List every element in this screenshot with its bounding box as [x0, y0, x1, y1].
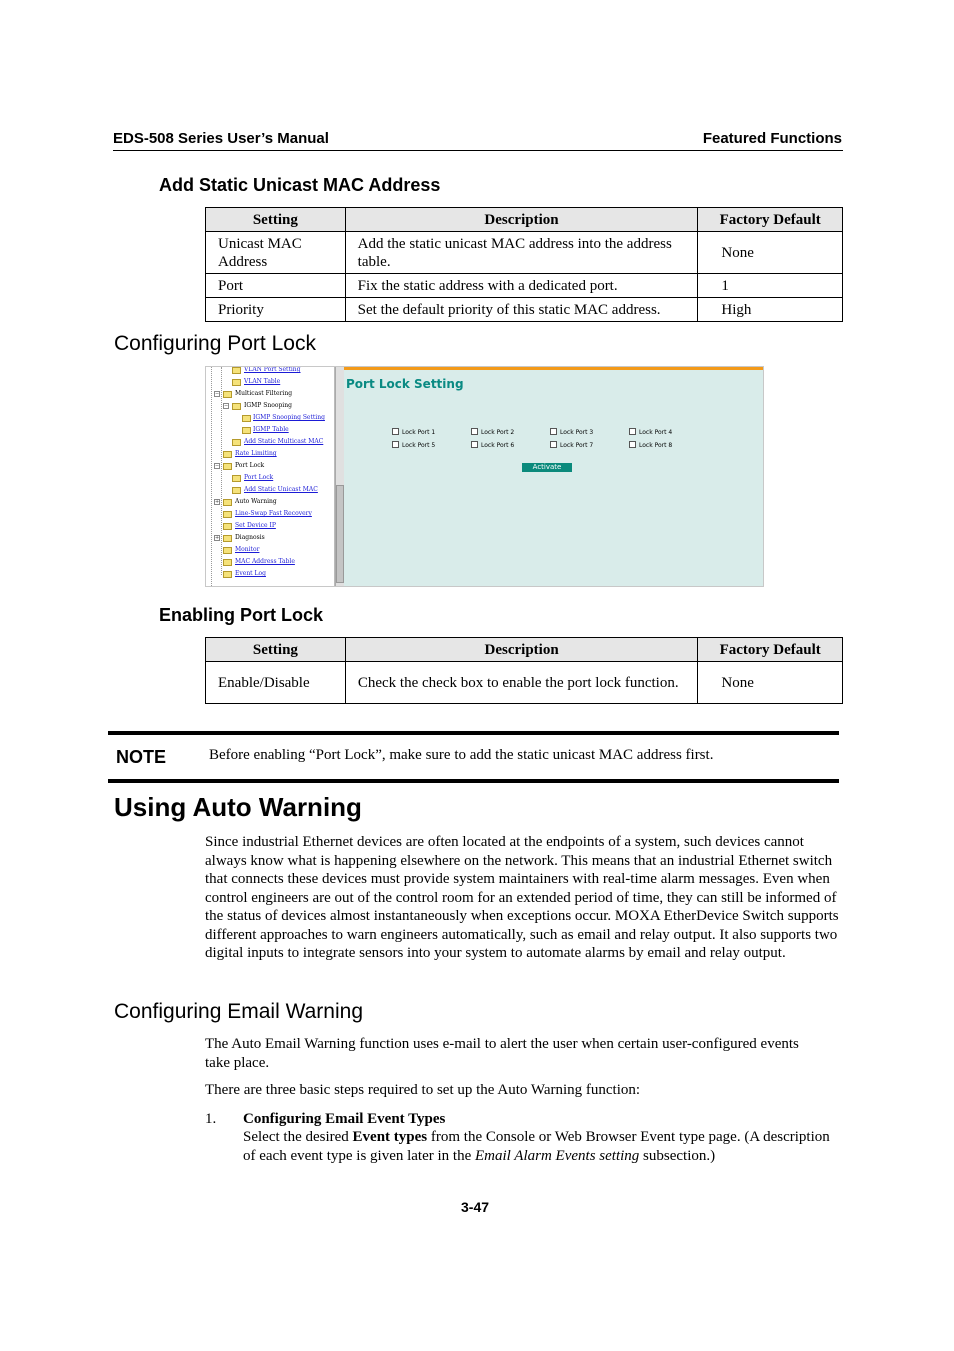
tree-link-monitor[interactable]: Monitor: [235, 546, 260, 553]
table-cell: Set the default priority of this static MAC address.: [345, 298, 698, 322]
scrollbar-thumb[interactable]: [336, 485, 344, 583]
lock-port-label: Lock Port 3: [560, 429, 594, 436]
folder-icon: [223, 463, 232, 470]
folder-icon: [223, 547, 232, 554]
lock-port-1-checkbox[interactable]: [392, 428, 399, 435]
folder-icon: [232, 475, 241, 482]
activate-button[interactable]: Activate: [522, 463, 572, 472]
tree-link-port-lock[interactable]: Port Lock: [244, 474, 274, 481]
folder-icon: [223, 499, 232, 506]
lock-port-5-checkbox[interactable]: [392, 441, 399, 448]
step-text: from the Console or Web Browser Event type page. (A description of each event type is given later in the: [243, 1129, 830, 1164]
folder-icon: [242, 415, 251, 422]
folder-icon: [223, 571, 232, 578]
table-cell: Add the static unicast MAC address into the address table.: [345, 232, 698, 274]
folder-icon: [223, 559, 232, 566]
steps-intro-paragraph: There are three basic steps required to set up the Auto Warning function:: [205, 1082, 641, 1098]
table-cell: Priority: [206, 298, 346, 322]
lock-port-6-checkbox[interactable]: [471, 441, 478, 448]
tree-link-mac-address-table[interactable]: MAC Address Table: [235, 558, 295, 565]
tree-node-multicast-filtering[interactable]: Multicast Filtering: [235, 390, 293, 397]
expand-icon[interactable]: +: [215, 499, 220, 505]
folder-icon: [232, 367, 241, 374]
collapse-icon[interactable]: −: [224, 403, 229, 409]
table-cell: Port: [206, 274, 346, 298]
column-header: Setting: [206, 638, 346, 662]
orange-top-bar: [344, 367, 763, 370]
column-header: Description: [345, 638, 698, 662]
column-header: Factory Default: [698, 638, 843, 662]
table-row: [206, 274, 843, 298]
section-heading-add-static-unicast: Add Static Unicast MAC Address: [159, 175, 441, 195]
step-italic-text: Email Alarm Events setting: [475, 1147, 640, 1164]
folder-icon: [232, 439, 241, 446]
note-label: NOTE: [116, 747, 167, 767]
tree-node-igmp-snooping[interactable]: IGMP Snooping: [244, 402, 292, 409]
collapse-icon[interactable]: −: [215, 391, 220, 397]
lock-port-label: Lock Port 5: [402, 442, 436, 449]
folder-icon: [232, 403, 241, 410]
tree-link-rate-limiting[interactable]: Rate Limiting: [235, 450, 277, 457]
folder-icon: [223, 523, 232, 530]
table-header-row: [206, 208, 843, 232]
header-rule: [113, 150, 843, 151]
navigation-tree: [206, 367, 335, 586]
note-text: Before enabling “Port Lock”, make sure to add the static unicast MAC address first.: [209, 747, 714, 763]
step-description: [243, 1128, 838, 1165]
enabling-port-lock-table: [205, 637, 843, 704]
table-cell: None: [698, 232, 843, 274]
folder-icon: [223, 391, 232, 398]
step-number: 1.: [205, 1111, 217, 1127]
table-cell: Check the check box to enable the port lock function.: [345, 662, 698, 704]
folder-icon: [242, 427, 251, 434]
tree-node-auto-warning[interactable]: Auto Warning: [235, 498, 277, 505]
step-title: Configuring Email Event Types: [243, 1111, 446, 1127]
tree-node-diagnosis[interactable]: Diagnosis: [235, 534, 265, 541]
table-row: [206, 662, 843, 704]
table-row: [206, 298, 843, 322]
tree-guide-line: [221, 367, 222, 575]
folder-icon: [223, 535, 232, 542]
lock-port-label: Lock Port 8: [639, 442, 673, 449]
note-top-rule: [108, 731, 839, 735]
table-cell: None: [698, 662, 843, 704]
table-cell: High: [698, 298, 843, 322]
lock-port-label: Lock Port 7: [560, 442, 594, 449]
auto-warning-paragraph: Since industrial Ethernet devices are often located at the endpoints of a system, such devices cannot always know what is happening elsewhere on the network. This means that an industrial Ethernet switch that connects these devices must provide system maintainers with real-time alarm messages. Even when control engineers are out of the control room for an extended period of time, they can still be informed of the status of devices almost instantaneously when exceptions occur. MOXA EtherDevice Switch supports different approaches to warn engineers automatically, such as email and relay output. It also supports two digital inputs to integrate sensors into your system to automate alarms by email and relay output.: [205, 834, 839, 961]
step-text: subsection.): [639, 1147, 716, 1164]
folder-icon: [232, 487, 241, 494]
lock-port-label: Lock Port 4: [639, 429, 673, 436]
column-header: Factory Default: [698, 208, 843, 232]
tree-link-event-log[interactable]: Event Log: [235, 570, 266, 577]
lock-port-4-checkbox[interactable]: [629, 428, 636, 435]
folder-icon: [223, 511, 232, 518]
tree-link-vlan-table[interactable]: VLAN Table: [244, 378, 281, 385]
lock-port-2-checkbox[interactable]: [471, 428, 478, 435]
table-cell: 1: [698, 274, 843, 298]
step-bold-text: Event types: [352, 1129, 428, 1145]
table-cell: Unicast MAC Address: [206, 232, 346, 274]
expand-icon[interactable]: +: [215, 535, 220, 541]
lock-port-label: Lock Port 1: [402, 429, 436, 436]
tree-link-add-static-unicast[interactable]: Add Static Unicast MAC: [244, 486, 318, 493]
collapse-icon[interactable]: −: [215, 463, 220, 469]
tree-link-line-swap[interactable]: Line-Swap Fast Recovery: [235, 510, 312, 517]
lock-port-label: Lock Port 6: [481, 442, 515, 449]
lock-port-label: Lock Port 2: [481, 429, 515, 436]
section-heading-configuring-email-warning: Configuring Email Warning: [114, 1000, 363, 1023]
lock-port-8-checkbox[interactable]: [629, 441, 636, 448]
lock-port-3-checkbox[interactable]: [550, 428, 557, 435]
section-heading-using-auto-warning: Using Auto Warning: [114, 792, 362, 822]
column-header: Setting: [206, 208, 346, 232]
port-lock-setting-title: Port Lock Setting: [346, 377, 464, 391]
table-cell: Enable/Disable: [206, 662, 346, 704]
step-text: Select the desired: [243, 1129, 353, 1145]
column-header: Description: [345, 208, 698, 232]
folder-icon: [223, 451, 232, 458]
tree-guide-line: [211, 367, 212, 586]
page-number: 3-47: [461, 1199, 490, 1215]
manual-title: EDS-508 Series User’s Manual: [113, 130, 329, 147]
note-bottom-rule: [108, 779, 839, 783]
port-lock-screenshot: [205, 366, 764, 587]
section-heading-enabling-port-lock: Enabling Port Lock: [159, 605, 324, 625]
folder-icon: [232, 379, 241, 386]
tree-link-set-device-ip[interactable]: Set Device IP: [235, 522, 276, 529]
section-heading-configuring-port-lock: Configuring Port Lock: [114, 332, 316, 355]
tree-link-add-static-multicast[interactable]: Add Static Multicast MAC: [244, 438, 324, 445]
tree-node-port-lock[interactable]: Port Lock: [235, 462, 265, 469]
chapter-title: Featured Functions: [702, 130, 842, 147]
lock-port-7-checkbox[interactable]: [550, 441, 557, 448]
tree-link-igmp-table[interactable]: IGMP Table: [253, 426, 289, 433]
static-unicast-table: [205, 207, 843, 322]
table-row: [206, 232, 843, 274]
tree-link-vlan-port-setting[interactable]: VLAN Port Setting: [244, 366, 301, 373]
table-header-row: [206, 638, 843, 662]
email-warning-paragraph: The Auto Email Warning function uses e-mail to alert the user when certain user-configured events take place.: [205, 1036, 799, 1071]
tree-link-igmp-snooping-setting[interactable]: IGMP Snooping Setting: [253, 414, 325, 421]
table-cell: Fix the static address with a dedicated port.: [345, 274, 698, 298]
